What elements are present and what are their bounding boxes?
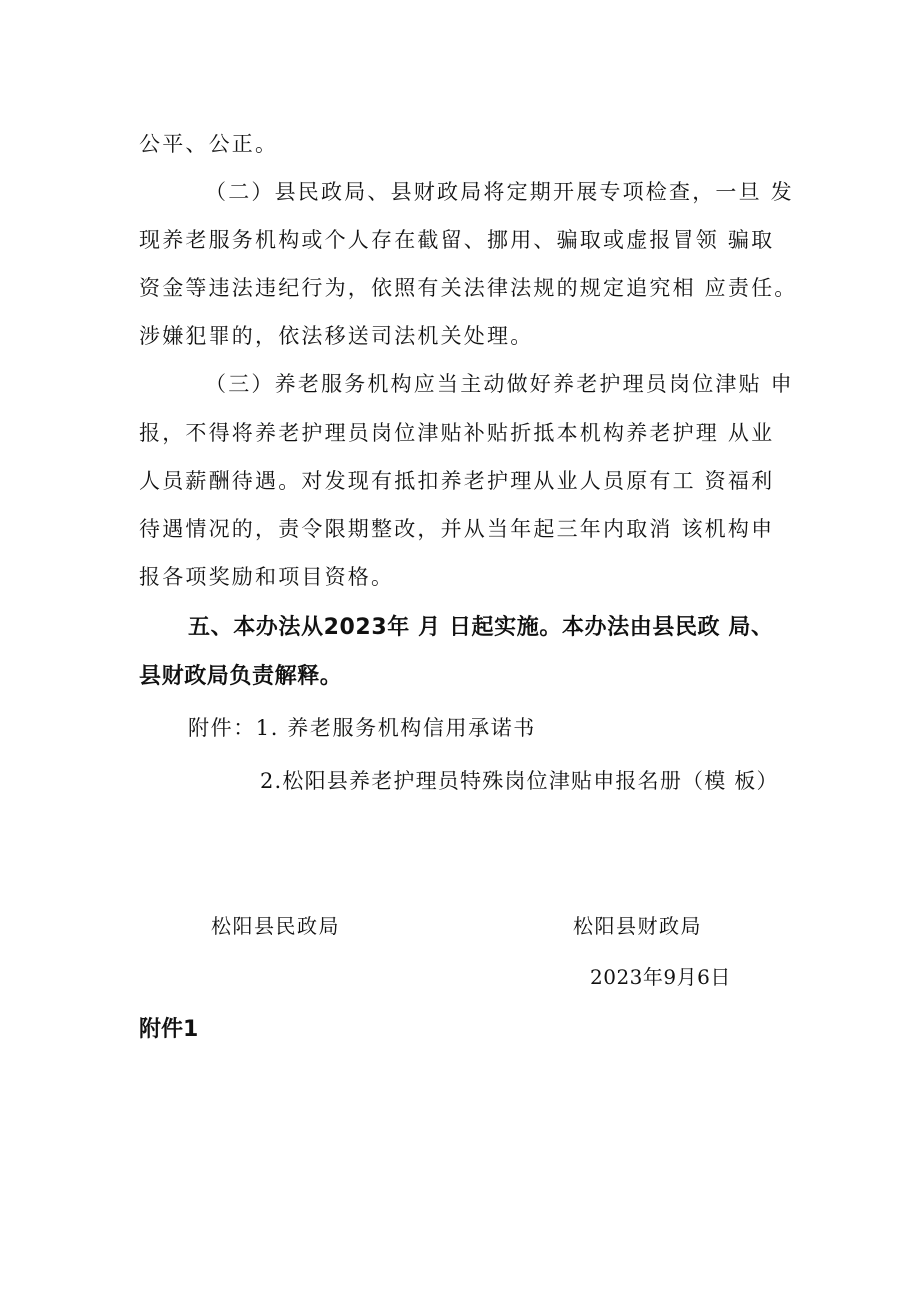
section5-line1: 五、本办法从2023年 月 日起实施。本办法由县民政 局、: [188, 615, 774, 640]
para1-line1: 公平、公正。: [139, 132, 279, 156]
para3-line2: 报，不得将养老护理员岗位津贴补贴折抵本机构养老护理 从业: [139, 421, 775, 445]
signature-date: 2023年9月6日: [590, 965, 731, 989]
para3-line4: 待遇情况的，责令限期整改，并从当年起三年内取消 该机构申: [139, 517, 775, 541]
para2-line4: 涉嫌犯罪的，依法移送司法机关处理。: [139, 324, 534, 348]
attachments-line2: 2.松阳县养老护理员特殊岗位津贴申报名册（模 板）: [260, 769, 779, 793]
para2-line2: 现养老服务机构或个人存在截留、挪用、骗取或虚报冒领 骗取: [139, 228, 775, 252]
para3-line5: 报各项奖励和项目资格。: [139, 565, 395, 589]
signature-civil-affairs-bureau: 松阳县民政局: [211, 914, 340, 938]
para3-line3: 人员薪酬待遇。对发现有抵扣养老护理从业人员原有工 资福利: [139, 469, 775, 493]
para2-line3: 资金等违法违纪行为，依照有关法律法规的规定追究相 应责任。: [139, 276, 798, 300]
signature-finance-bureau: 松阳县财政局: [573, 914, 702, 938]
para3-line1: （三）养老服务机构应当主动做好养老护理员岗位津贴 申: [205, 372, 794, 396]
attachments-line1: 附件：1. 养老服务机构信用承诺书: [188, 716, 536, 740]
appendix-label: 附件1: [139, 1017, 199, 1042]
para2-line1: （二）县民政局、县财政局将定期开展专项检查，一旦 发: [205, 180, 794, 204]
section5-line2: 县财政局负责解释。: [139, 664, 343, 689]
